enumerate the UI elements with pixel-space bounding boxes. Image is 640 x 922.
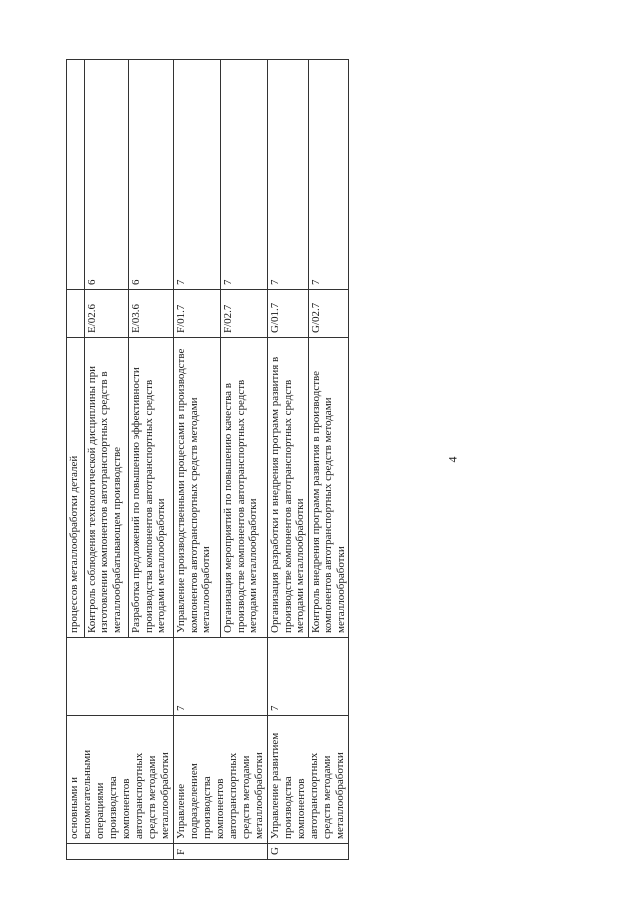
sublevel — [67, 60, 85, 290]
generalized-function-code: F — [174, 844, 268, 860]
labor-function-name: Контроль соблюдения технологической дисциплины при изготовлении компонентов автотранспортных средств в металлообрабатывающем производстве — [84, 338, 129, 638]
labor-function-name: Разработка предложений по повышению эффективности производства компонентов автотранспортных средств методами металлообработки — [129, 338, 174, 638]
qualification-level — [67, 638, 174, 716]
table-row — [67, 60, 85, 860]
page-number: 4 — [445, 456, 460, 463]
generalized-function-name: Управление развитием производства компонентов автотранспортных средств методами металлообработки — [268, 716, 349, 844]
labor-function-name: Управление производственными процессами в производстве компонентов автотранспортных средств методами металлообработки — [174, 338, 221, 638]
generalized-function-code — [67, 844, 174, 860]
labor-function-code: E/03.6 — [129, 290, 174, 338]
sublevel: 7 — [308, 60, 349, 290]
labor-function-code: G/01.7 — [268, 290, 309, 338]
labor-function-name: Контроль внедрения программ развития в производстве компонентов автотранспортных средств методами металлообработки — [308, 338, 349, 638]
sublevel: 7 — [174, 60, 221, 290]
sublevel: 6 — [84, 60, 129, 290]
labor-function-name: Организация разработки и внедрения программ развития в производстве компонентов автотранспортных средств методами металлообработки — [268, 338, 309, 638]
rotated-page — [66, 60, 566, 860]
labor-function-code: F/02.7 — [221, 290, 268, 338]
labor-function-name: Организация мероприятий по повышению качества в производстве компонентов автотранспортных средств методами металлообработки — [221, 338, 268, 638]
generalized-function-name: основными и вспомогательными операциями производства компонентов автотранспортных средств методами металлообработки — [67, 716, 174, 844]
labor-function-code: F/01.7 — [174, 290, 221, 338]
table-row — [268, 60, 309, 860]
qualification-level: 7 — [174, 638, 268, 716]
sublevel: 7 — [268, 60, 309, 290]
labor-function-code — [67, 290, 85, 338]
labor-function-code: G/02.7 — [308, 290, 349, 338]
qualification-level: 7 — [268, 638, 349, 716]
table-row — [174, 60, 221, 860]
labor-function-code: E/02.6 — [84, 290, 129, 338]
sublevel: 6 — [129, 60, 174, 290]
generalized-function-code: G — [268, 844, 349, 860]
sublevel: 7 — [221, 60, 268, 290]
labor-function-name: процессов металлообработки деталей — [67, 338, 85, 638]
functions-table — [66, 59, 349, 860]
generalized-function-name: Управление подразделением производства компонентов автотранспортных средств методами металлообработки — [174, 716, 268, 844]
